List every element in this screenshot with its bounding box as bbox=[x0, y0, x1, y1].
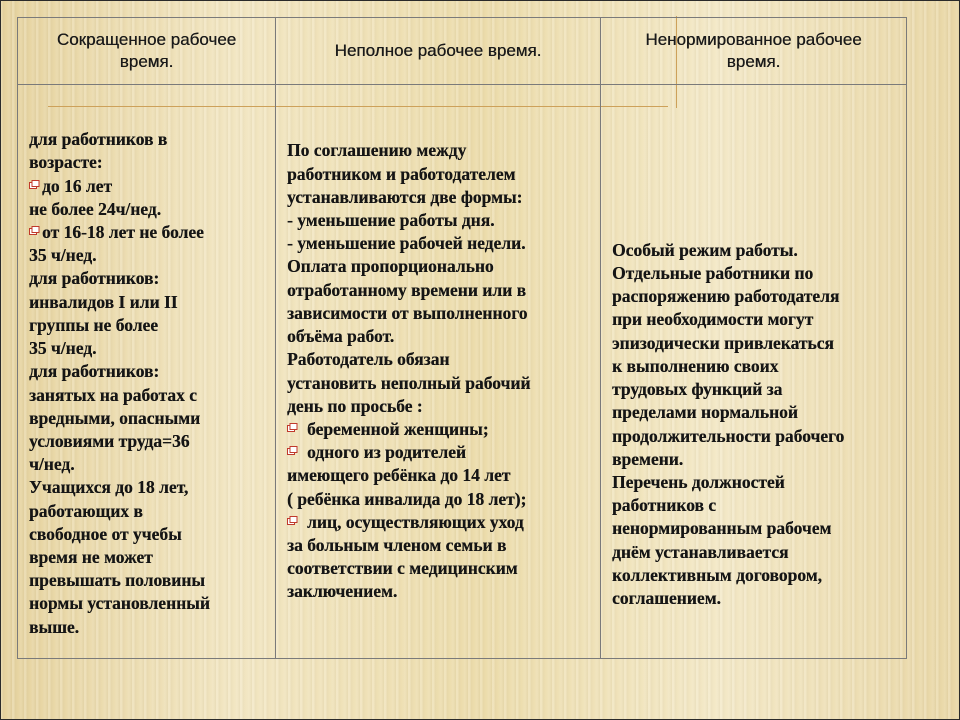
working-time-table bbox=[17, 17, 907, 659]
header-irregular-time bbox=[601, 18, 907, 85]
text-line: соглашением. bbox=[612, 587, 721, 608]
bullet-item bbox=[29, 221, 265, 244]
bullet-text: до 16 лет bbox=[42, 175, 113, 196]
text-line: По соглашению между bbox=[287, 140, 467, 161]
text-line: вредными, опасными bbox=[29, 407, 201, 428]
text-line: к выполнению своих bbox=[612, 355, 779, 376]
text-line: для работников: bbox=[29, 268, 160, 289]
shortened-time-text bbox=[18, 104, 275, 638]
text-line: для работников: bbox=[29, 361, 160, 382]
text-line: Перечень должностей bbox=[612, 471, 785, 492]
text-line: условиями труда=36 bbox=[29, 430, 190, 451]
page-bullet-icon bbox=[287, 511, 307, 534]
header-part-time bbox=[276, 18, 601, 85]
page-bullet-icon bbox=[29, 221, 42, 244]
text-line: 35 ч/нед. bbox=[29, 338, 97, 359]
text-line: объёма работ. bbox=[287, 326, 395, 347]
bullet-item bbox=[287, 441, 588, 464]
text-line: 35 ч/нед. bbox=[29, 245, 97, 266]
text-line: заключением. bbox=[287, 581, 398, 602]
text-line: ненормированным рабочем bbox=[612, 518, 832, 539]
text-line: пределами нормальной bbox=[612, 402, 798, 423]
bullet-text: беременной женщины; bbox=[307, 418, 489, 439]
text-line: коллективным договором, bbox=[612, 564, 822, 585]
text-line: эпизодически привлекаться bbox=[612, 332, 834, 353]
header-shortened-time bbox=[18, 18, 276, 85]
text-line: работников с bbox=[612, 495, 717, 516]
bullet-text: одного из родителей bbox=[307, 442, 467, 463]
text-line: свободное от учебы bbox=[29, 523, 182, 544]
text-line: Работодатель обязан bbox=[287, 349, 450, 370]
text-line: выше. bbox=[29, 616, 80, 637]
header-row bbox=[18, 18, 907, 85]
page-bullet-icon bbox=[287, 418, 307, 441]
text-line: трудовых функций за bbox=[612, 379, 783, 400]
cell-shortened-time bbox=[18, 85, 276, 659]
text-line: времени. bbox=[612, 448, 684, 469]
header-irregular-time-label: Ненормированное рабочее время. bbox=[645, 30, 862, 71]
header-part-time-label: Неполное рабочее время. bbox=[334, 41, 542, 60]
text-line: не более 24ч/нед. bbox=[29, 198, 162, 219]
text-line: соответствии с медицинским bbox=[287, 558, 518, 579]
text-line: ч/нед. bbox=[29, 454, 75, 475]
text-line: Учащихся до 18 лет, bbox=[29, 477, 189, 498]
text-line: - уменьшение работы дня. bbox=[287, 210, 495, 231]
cell-irregular-time bbox=[601, 85, 907, 659]
text-line: установить неполный рабочий bbox=[287, 372, 531, 393]
header-shortened-time-label: Сокращенное рабочее время. bbox=[56, 30, 237, 71]
irregular-time-text bbox=[601, 133, 906, 610]
text-line: при необходимости могут bbox=[612, 309, 814, 330]
text-line: группы не более bbox=[29, 314, 159, 335]
text-line: время не может bbox=[29, 546, 153, 567]
text-line: работником и работодателем bbox=[287, 163, 516, 184]
text-line: за больным членом семьи в bbox=[287, 534, 507, 555]
text-line: днём устанавливается bbox=[612, 541, 789, 562]
text-line: зависимости от выполненного bbox=[287, 302, 528, 323]
text-line: инвалидов I или II bbox=[29, 291, 178, 312]
text-line: превышать половины bbox=[29, 570, 206, 591]
text-line: ( ребёнка инвалида до 18 лет); bbox=[287, 488, 527, 509]
text-line: Отдельные работники по bbox=[612, 263, 814, 284]
content-row bbox=[18, 85, 907, 659]
text-line: день по просьбе : bbox=[287, 395, 423, 416]
bullet-text: лиц, осуществляющих уход bbox=[307, 511, 524, 532]
text-line: - уменьшение рабочей недели. bbox=[287, 233, 526, 254]
text-line: работающих в bbox=[29, 500, 143, 521]
bullet-item bbox=[287, 418, 588, 441]
cell-part-time bbox=[276, 85, 601, 659]
bullet-item bbox=[29, 175, 265, 198]
text-line: отработанному времени или в bbox=[287, 279, 527, 300]
text-line: распоряжению работодателя bbox=[612, 286, 840, 307]
text-line: нормы установленный bbox=[29, 593, 210, 614]
text-line: Особый режим работы. bbox=[612, 239, 798, 260]
page-bullet-icon bbox=[29, 175, 42, 198]
text-line: устанавливаются две формы: bbox=[287, 186, 523, 207]
text-line: занятых на работах с bbox=[29, 384, 197, 405]
bullet-item bbox=[287, 511, 588, 534]
page-bullet-icon bbox=[287, 441, 307, 464]
text-line: возрасте: bbox=[29, 152, 103, 173]
text-line: для работников в bbox=[29, 129, 168, 150]
part-time-text bbox=[276, 139, 600, 603]
text-line: продолжительности рабочего bbox=[612, 425, 845, 446]
text-line: Оплата пропорционально bbox=[287, 256, 494, 277]
bullet-text: от 16-18 лет не более bbox=[42, 222, 204, 243]
text-line: имеющего ребёнка до 14 лет bbox=[287, 465, 511, 486]
